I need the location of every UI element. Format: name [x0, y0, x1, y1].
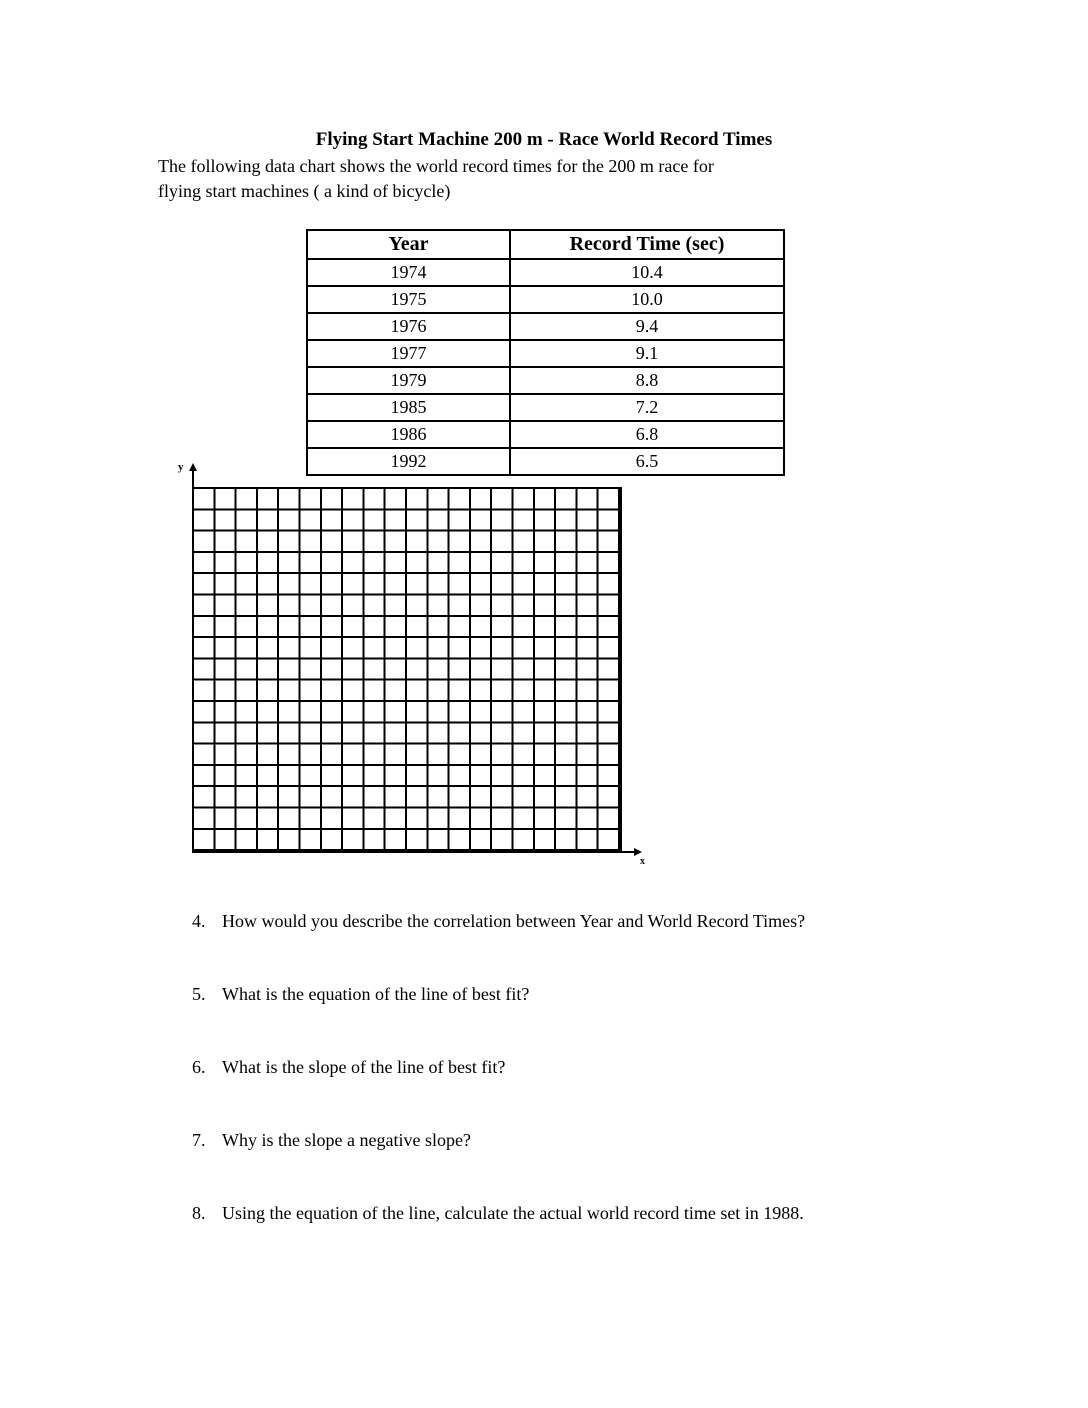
year-cell: 1976	[307, 313, 510, 340]
table-row	[307, 313, 784, 340]
table-header-row	[307, 230, 784, 259]
intro-line-1: The following data chart shows the world record times for the 200 m race for	[158, 156, 714, 176]
x-axis-arrow-icon	[634, 848, 642, 856]
y-axis-arrow-icon	[189, 463, 197, 471]
year-cell: 1975	[307, 286, 510, 313]
year-cell: 1986	[307, 421, 510, 448]
table-row	[307, 394, 784, 421]
time-cell: 6.5	[510, 448, 784, 475]
question-text: What is the equation of the line of best fit?	[222, 984, 530, 1004]
table-row	[307, 259, 784, 286]
year-cell: 1979	[307, 367, 510, 394]
intro-line-2: flying start machines ( a kind of bicycle)	[158, 181, 451, 201]
time-cell: 8.8	[510, 367, 784, 394]
table-row	[307, 421, 784, 448]
y-axis-line	[192, 471, 194, 487]
question-number: 4.	[192, 911, 206, 931]
question-8	[192, 1203, 804, 1224]
y-axis-label: y	[178, 461, 184, 473]
graph-grid	[192, 487, 622, 853]
x-axis-label: x	[640, 856, 645, 867]
time-cell: 9.1	[510, 340, 784, 367]
record-time-column-header: Record Time (sec)	[510, 230, 784, 259]
question-7	[192, 1130, 471, 1151]
question-number: 5.	[192, 984, 206, 1004]
year-cell: 1992	[307, 448, 510, 475]
record-times-table	[306, 229, 785, 476]
table-row	[307, 340, 784, 367]
year-cell: 1977	[307, 340, 510, 367]
question-number: 8.	[192, 1203, 206, 1223]
question-5	[192, 984, 529, 1005]
x-axis-line	[622, 851, 634, 853]
time-cell: 7.2	[510, 394, 784, 421]
question-text: How would you describe the correlation between Year and World Record Times?	[222, 911, 806, 931]
year-cell: 1974	[307, 259, 510, 286]
year-cell: 1985	[307, 394, 510, 421]
question-text: Using the equation of the line, calculate the actual world record time set in 1988.	[222, 1203, 804, 1223]
time-cell: 9.4	[510, 313, 784, 340]
question-number: 6.	[192, 1057, 206, 1077]
year-column-header: Year	[307, 230, 510, 259]
question-text: What is the slope of the line of best fit?	[222, 1057, 506, 1077]
table-row	[307, 448, 784, 475]
question-4	[192, 911, 805, 932]
question-text: Why is the slope a negative slope?	[222, 1130, 471, 1150]
intro-paragraph	[158, 154, 714, 204]
question-6	[192, 1057, 505, 1078]
worksheet-title: Flying Start Machine 200 m - Race World Record Times	[315, 129, 773, 150]
table-row	[307, 286, 784, 313]
question-number: 7.	[192, 1130, 206, 1150]
table-row	[307, 367, 784, 394]
time-cell: 10.0	[510, 286, 784, 313]
time-cell: 10.4	[510, 259, 784, 286]
time-cell: 6.8	[510, 421, 784, 448]
